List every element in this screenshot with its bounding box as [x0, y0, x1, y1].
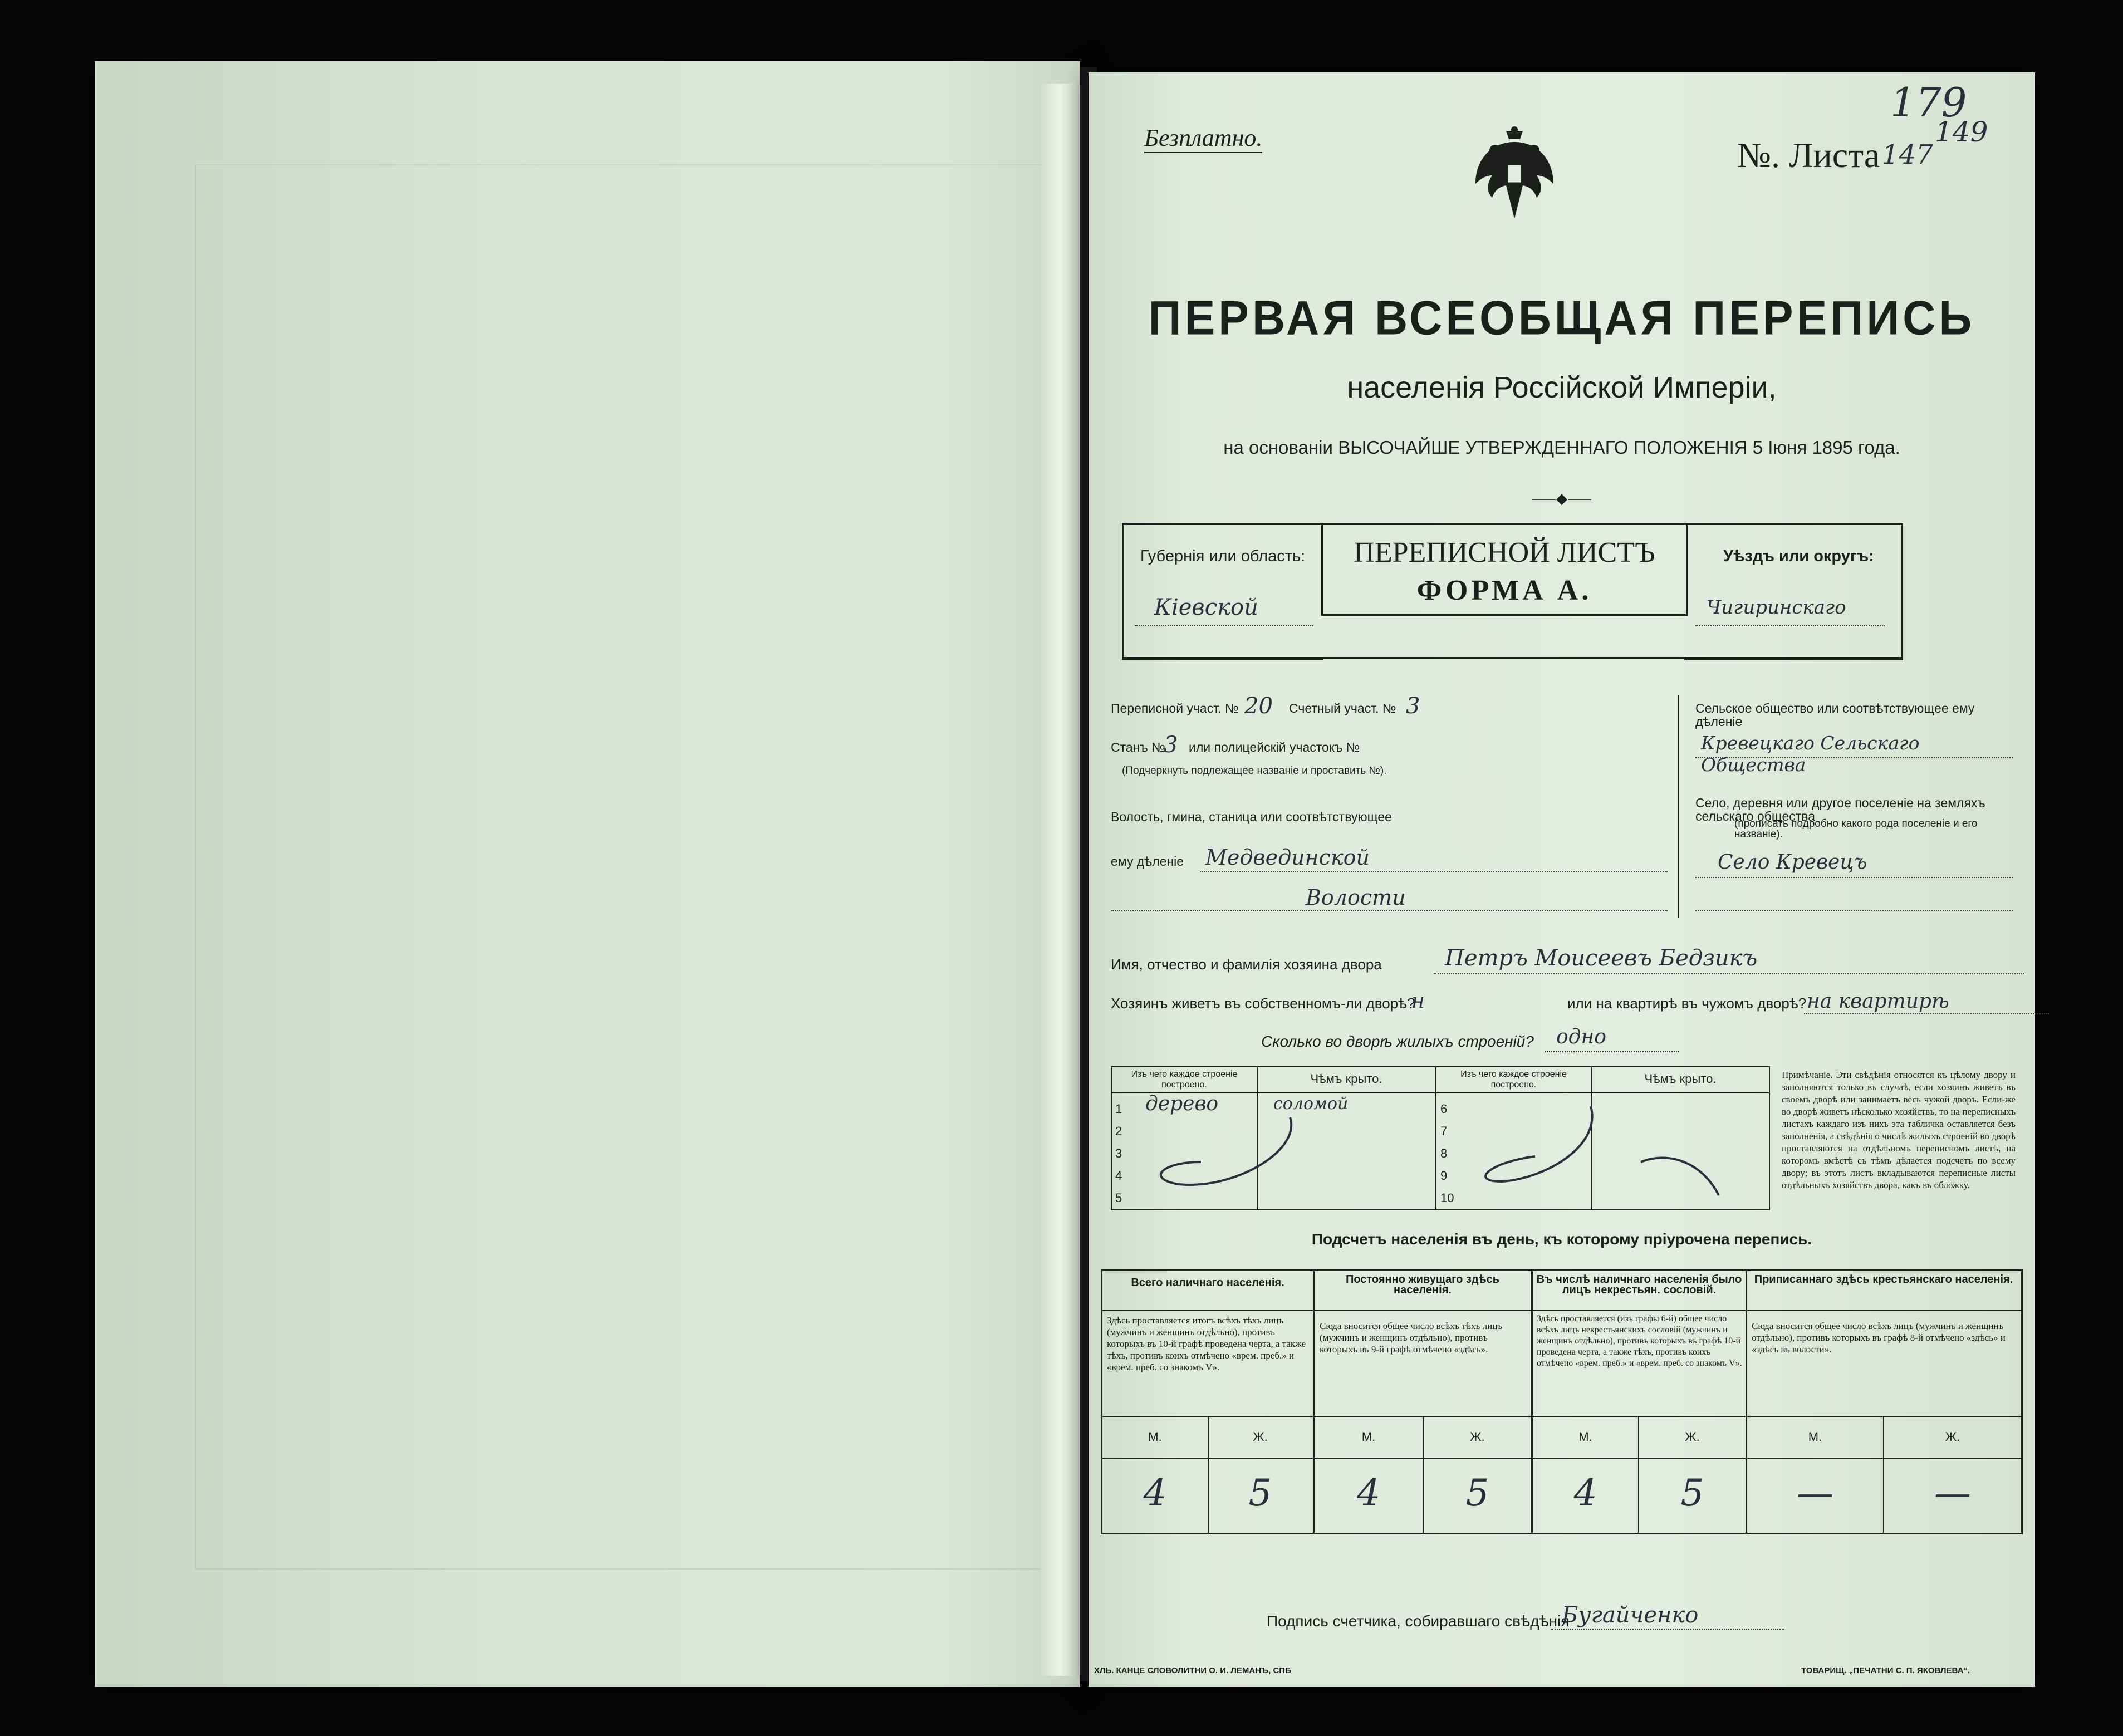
gubernia-box — [1122, 523, 1323, 660]
group-nonpeasant-m-value: 4 — [1573, 1472, 1597, 1514]
group-permanent-m-value: 4 — [1357, 1472, 1380, 1514]
buildings-label: Сколько во дворѣ жилыхъ строеній? — [1261, 1033, 1534, 1050]
signature-label: Подпись счетчика, собиравшаго свѣдѣнія — [1267, 1612, 1570, 1630]
society-label: Сельское общество или соотвѣтствующее ему дѣленіе — [1695, 701, 1975, 729]
form-title: ПЕРЕПИСНОЙ ЛИСТЪ — [1354, 537, 1655, 568]
roof-header: Чѣмъ крыто. — [1310, 1072, 1382, 1086]
society-value: Кревецкаго Сельскаго Общества — [1701, 732, 1920, 776]
left-page-bleed-through — [195, 164, 1043, 1570]
own-yard-value: н — [1411, 990, 1425, 1013]
group-registered-title: Приписаннаго здѣсь крестьянскаго населенія. — [1754, 1273, 2013, 1286]
group-registered-f-value: — — [1934, 1472, 1971, 1514]
ornament-divider-icon: ⸺◆⸺ — [1532, 491, 1592, 507]
district-fields — [1111, 685, 1684, 924]
group-nonpeasant-desc: Здѣсь проставляется (изъ графы 6-й) общее число всѣхъ лицъ некрестьянскихъ сословій (мужчинъ и женщинъ отдѣльно), противъ которыхъ въ графѣ 10-й проведена черта, а также тѣхъ, противъ коихъ отмѣчено «врем. преб.» и «врем. преб. со знакомъ V». — [1537, 1314, 1742, 1368]
group-registered-f-label: Ж. — [1945, 1430, 1960, 1444]
group-total-m-label: М. — [1148, 1430, 1162, 1444]
census-district-label: Переписной участ. № — [1111, 701, 1239, 715]
printer-left: ХЛЬ. КАНЦЕ СЛОВОЛИТНИ О. И. ЛЕМАНЪ, СПБ — [1094, 1666, 1291, 1675]
census-basis: на основаніи ВЫСОЧАЙШЕ УТВЕРЖДЕННАГО ПОЛОЖЕНІЯ 5 Іюня 1895 года. — [1223, 437, 1900, 458]
police-district-label: или полицейскій участокъ № — [1189, 740, 1360, 754]
group-nonpeasant-f-label: Ж. — [1685, 1430, 1700, 1444]
owner-label: Имя, отчество и фамилія хозяина двора — [1111, 956, 1382, 973]
stan-value: 3 — [1164, 732, 1178, 758]
census-form-page — [1089, 72, 2035, 1687]
population-table — [1101, 1269, 2023, 1534]
stan-label: Станъ № — [1111, 740, 1165, 754]
strike-marks — [1112, 1067, 1769, 1209]
buildings-value: одно — [1556, 1026, 1606, 1048]
free-label: Безплатно. — [1144, 124, 1262, 153]
group-nonpeasant-m-label: М. — [1578, 1430, 1592, 1444]
group-registered-m-label: М. — [1808, 1430, 1822, 1444]
row1-roof: соломой — [1273, 1094, 1349, 1114]
material-header-right: Изъ чего каждое строеніе построено. — [1460, 1070, 1567, 1090]
printer-right: ТОВАРИЩ. „ПЕЧАТНИ С. П. ЯКОВЛЕВА“. — [1801, 1666, 1970, 1675]
volost-label: Волость, гмина, станица или соотвѣтствующее — [1111, 810, 1392, 824]
imperial-eagle-icon — [1473, 125, 1556, 228]
group-registered-m-value: — — [1797, 1472, 1833, 1514]
row1-material: дерево — [1145, 1092, 1219, 1115]
form-header — [1122, 523, 1901, 657]
group-registered-desc: Сюда вносится общее число всѣхъ лицъ (мужчинъ и женщинъ отдѣльно), противъ которыхъ въ графѣ 8-й отмѣчено «здѣсь» и «здѣсь въ волости». — [1752, 1321, 2006, 1355]
society-fields — [1695, 685, 2024, 924]
census-title: ПЕРВАЯ ВСЕОБЩАЯ ПЕРЕПИСЬ — [1148, 291, 1975, 345]
group-total-desc: Здѣсь проставляется итогъ всѣхъ тѣхъ лицъ (мужчинъ и женщинъ отдѣльно), противъ которыхъ въ 10-й графѣ проведена черта, а также тѣхъ, противъ коихъ отмѣчено «врем. преб.» и «врем. преб. со знакомъ V». — [1107, 1315, 1306, 1372]
uezd-label: Уѣздъ или округъ: — [1723, 547, 1874, 565]
uezd-value: Чигиринскаго — [1707, 596, 1846, 619]
sheet-number-value: 147 — [1882, 139, 1933, 170]
group-permanent-f-label: Ж. — [1470, 1430, 1485, 1444]
census-district-value: 20 — [1244, 693, 1273, 719]
archive-number: 179 — [1890, 79, 1967, 126]
volost-value-2: Волости — [1306, 885, 1406, 910]
buildings-table — [1111, 1066, 1770, 1210]
rented-label: или на квартирѣ въ чужомъ дворѣ? — [1567, 995, 1807, 1012]
underline-note: (Подчеркнуть подлежащее названіе и проставить №). — [1122, 765, 1387, 777]
census-subtitle: населенія Россійской Имперіи, — [1347, 371, 1777, 404]
rented-value: на квартирѣ — [1807, 990, 1949, 1013]
gubernia-value: Кіевской — [1154, 595, 1258, 620]
village-label: Село, деревня или другое поселеніе на земляхъ сельскаго общества — [1695, 796, 1985, 823]
group-permanent-desc: Сюда вносится общее число всѣхъ тѣхъ лицъ (мужчинъ и женщинъ отдѣльно), противъ которыхъ въ 9-й графѣ отмѣчено «здѣсь». — [1320, 1321, 1503, 1355]
gubernia-label: Губернія или область: — [1140, 547, 1306, 565]
column-divider — [1678, 695, 1679, 918]
count-district-label: Счетный участ. № — [1289, 701, 1396, 715]
roof-header-right: Чѣмъ крыто. — [1644, 1072, 1717, 1086]
buildings-note: Примѣчаніе. Эти свѣдѣнія относятся къ цѣлому двору и заполняются только въ случаѣ, если хозяинъ живетъ въ своемъ дворѣ или занимаетъ весь чужой дворъ. Если-же во дворѣ живетъ нѣсколько хозяйствъ, то на переписныхъ листахъ каждаго изъ нихъ эта табличка оставляется безъ заполненія, а свѣдѣнія о числѣ жилыхъ строеній во дворѣ проставляются на отдѣльномъ переписномъ листѣ, на которомъ вмѣстѣ съ тѣмъ дѣлается подсчетъ по всему двору; въ этотъ листъ вкладываются переписные листы отдѣльныхъ хозяйствъ двора, какъ въ обложку. — [1782, 1070, 2016, 1190]
group-total-title: Всего наличнаго населенія. — [1131, 1277, 1284, 1289]
uezd-box — [1684, 523, 1903, 660]
group-nonpeasant-title: Въ числѣ наличнаго населенія было лицъ некрестьян. сословій. — [1536, 1273, 1742, 1296]
archive-number-2: 149 — [1935, 116, 1988, 148]
village-note: (прописать подробно какого рода поселеніе и его названіе). — [1734, 818, 1978, 840]
group-permanent-title: Постоянно живущаго здѣсь населенія. — [1345, 1273, 1500, 1296]
signature-value: Бугайченко — [1562, 1602, 1699, 1628]
left-row-numbers: 1 2 3 4 5 — [1115, 1102, 1122, 1205]
form-title-box — [1321, 523, 1688, 616]
right-row-numbers: 6 7 8 9 10 — [1440, 1102, 1454, 1205]
group-total-m-value: 4 — [1143, 1472, 1167, 1514]
sheet-number-label: №. Листа — [1737, 135, 1880, 175]
left-page-fold — [1041, 84, 1080, 1676]
group-permanent-f-value: 5 — [1465, 1472, 1489, 1514]
village-value: Село Кревецъ — [1718, 851, 1867, 874]
volost-value: Медвединской — [1205, 845, 1370, 870]
volost-label-2: ему дѣленіе — [1111, 854, 1184, 869]
count-district-value: 3 — [1406, 693, 1420, 719]
form-name: ФОРМА А. — [1416, 575, 1592, 606]
group-total-f-value: 5 — [1248, 1472, 1272, 1514]
own-yard-label: Хозяинъ живетъ въ собственномъ-ли дворѣ? — [1111, 995, 1415, 1012]
owner-value: Петръ Моисеевъ Бедзикъ — [1445, 945, 1758, 971]
group-total-f-label: Ж. — [1253, 1430, 1268, 1444]
population-heading: Подсчетъ населенія въ день, къ которому пріурочена перепись. — [1311, 1230, 1812, 1248]
material-header: Изъ чего каждое строеніе построено. — [1131, 1070, 1238, 1090]
group-permanent-m-label: М. — [1361, 1430, 1376, 1444]
group-nonpeasant-f-value: 5 — [1680, 1472, 1704, 1514]
